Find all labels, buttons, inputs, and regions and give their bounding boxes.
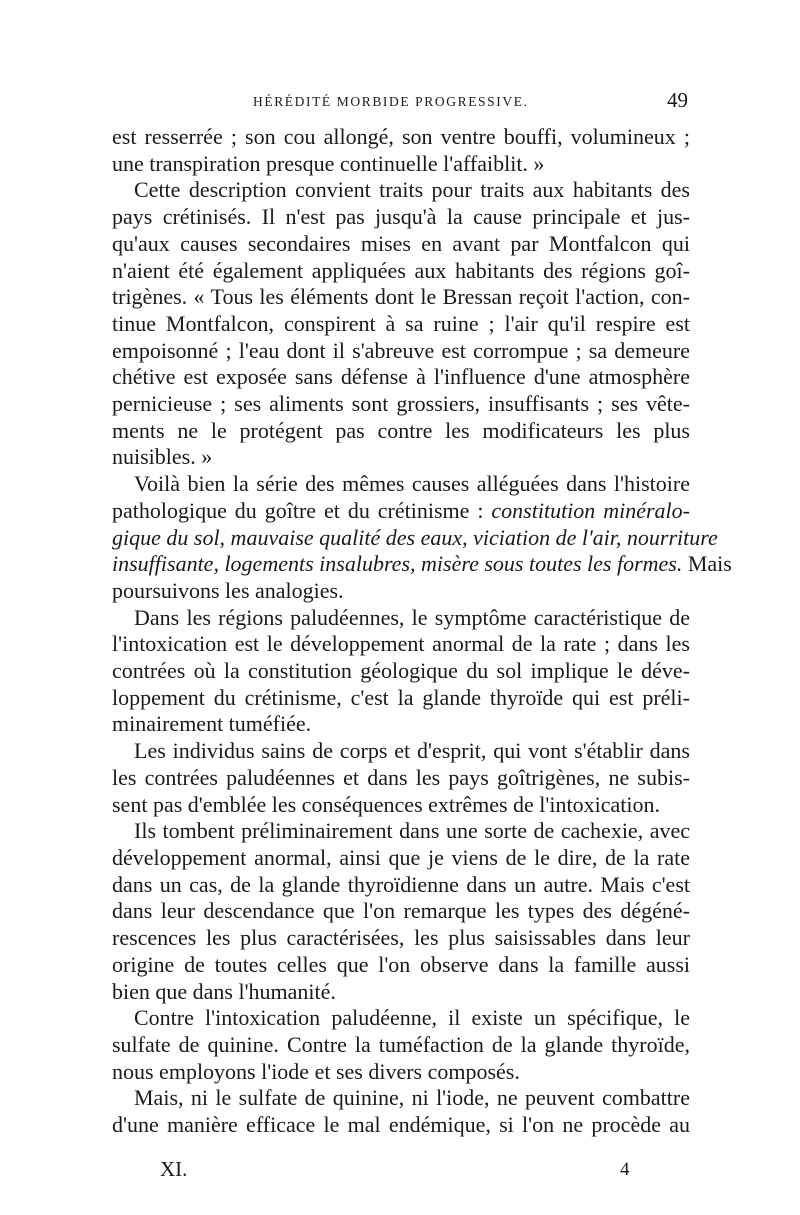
text-line: rescences les plus caractérisées, les plus saisissables dans leur	[112, 925, 690, 951]
text-line: une transpiration presque continuelle l'affaiblit. »	[112, 150, 545, 176]
text-line: nous employons l'iode et ses divers composés.	[112, 1058, 520, 1084]
text-line: l'intoxication est le développement anormal de la rate ; dans les	[112, 631, 690, 657]
text-line: Ils tombent préliminairement dans une sorte de cachexie, avec	[134, 818, 690, 844]
body-text	[112, 124, 732, 1139]
text-line: origine de toutes celles que l'on observe dans la famille aussi	[112, 951, 690, 977]
text-line: Cette description convient traits pour traits aux habitants des	[134, 177, 690, 203]
text-line: nuisibles. »	[112, 444, 213, 470]
signature-number: 4	[620, 1159, 630, 1180]
text-line: n'aient été également appliquées aux habitants des régions goî-	[112, 257, 690, 283]
text-line: tinue Montfalcon, conspirent à sa ruine ; l'air qu'il respire est	[112, 310, 690, 336]
running-head: HÉRÉDITÉ MORBIDE PROGRESSIVE.	[253, 94, 529, 109]
text-line: minairement tuméfiée.	[112, 711, 312, 737]
text-line: pernicieuse ; ses aliments sont grossiers, insuffisants ; ses vête-	[112, 391, 690, 417]
text-line: loppement du crétinisme, c'est la glande thyroïde qui est préli-	[112, 684, 690, 710]
text-line: d'une manière efficace le mal endémique, si l'on ne procède au	[112, 1112, 690, 1138]
text-line: pathologique du goître et du crétinisme : constitution minéralo-	[112, 497, 690, 523]
text-line: chétive est exposée sans défense à l'influence d'une atmosphère	[112, 364, 690, 390]
page-number: 49	[667, 88, 688, 112]
text-line: les contrées paludéennes et dans les pays goîtrigènes, ne subis-	[112, 764, 690, 790]
text-line: Les individus sains de corps et d'esprit, qui vont s'établir dans	[134, 738, 690, 764]
text-line: Mais, ni le sulfate de quinine, ni l'iode, ne peuvent combattre	[134, 1085, 690, 1111]
text-line: développement anormal, ainsi que je viens de le dire, de la rate	[112, 844, 690, 870]
text-line: sulfate de quinine. Contre la tuméfaction de la glande thyroïde,	[112, 1031, 690, 1057]
text-line: trigènes. « Tous les éléments dont le Bressan reçoit l'action, con-	[112, 284, 690, 310]
text-line: dans un cas, de la glande thyroïdienne dans un autre. Mais c'est	[112, 871, 690, 897]
text-line: est resserrée ; son cou allongé, son ventre bouffi, volumineux ;	[112, 124, 690, 149]
text-line: pays crétinisés. Il n'est pas jusqu'à la cause principale et jus-	[112, 204, 690, 230]
text-line: Voilà bien la série des mêmes causes alléguées dans l'histoire	[134, 471, 690, 497]
text-line: poursuivons les analogies.	[112, 577, 344, 603]
text-line: Contre l'intoxication paludéenne, il existe un spécifique, le	[134, 1005, 690, 1031]
text-line: bien que dans l'humanité.	[112, 978, 336, 1004]
text-line: contrées où la constitution géologique du sol implique le déve-	[112, 658, 690, 684]
signature-mark: XI.	[160, 1157, 188, 1181]
text-line: sent pas d'emblée les conséquences extrêmes de l'intoxication.	[112, 791, 660, 817]
text-line: gique du sol, mauvaise qualité des eaux, viciation de l'air, nourriture	[112, 524, 718, 550]
text-line: qu'aux causes secondaires mises en avant par Montfalcon qui	[112, 230, 690, 256]
text-line: Dans les régions paludéennes, le symptôme caractéristique de	[134, 604, 690, 630]
text-line: ments ne le protégent pas contre les modificateurs les plus	[112, 417, 690, 443]
text-line: insuffisante, logements insalubres, misère sous toutes les formes. Mais	[112, 551, 732, 577]
text-line: dans leur descendance que l'on remarque les types des dégéné-	[112, 898, 690, 924]
text-line: empoisonné ; l'eau dont il s'abreuve est corrompue ; sa demeure	[112, 337, 690, 363]
